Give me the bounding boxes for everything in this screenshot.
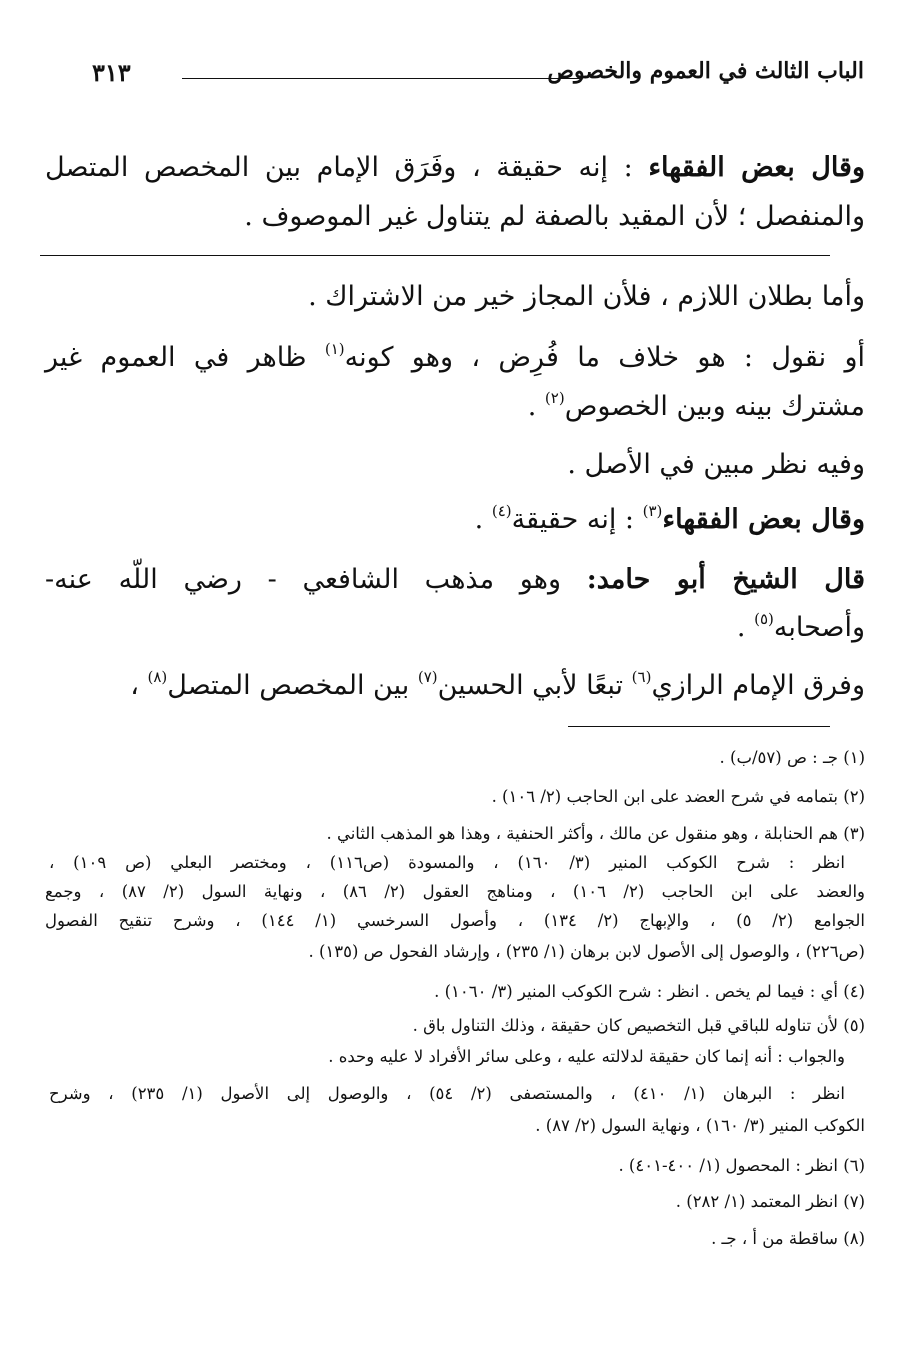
paragraph-text: ، bbox=[130, 670, 148, 701]
paragraph-text: وأصحابه bbox=[773, 612, 865, 643]
footnote-3: (٣) هم الحنابلة ، وهو منقول عن مالك ، وأكثر الحنفية ، وهذا هو المذهب الثاني . bbox=[326, 824, 865, 843]
footnote-ref-7[interactable]: (٧) bbox=[417, 668, 438, 686]
paragraph-text: بين المخصص المتصل bbox=[167, 670, 418, 701]
page-number: ٣١٣ bbox=[92, 58, 131, 87]
paragraph-5-line-1 bbox=[45, 560, 865, 600]
chapter-title: الباب الثالث في العموم والخصوص bbox=[547, 58, 864, 84]
footnote-8: (٨) ساقطة من أ ، جـ . bbox=[711, 1229, 865, 1248]
paragraph-text: أو نقول : هو خلاف ما فُرِض ، وهو كونه bbox=[344, 342, 865, 373]
footnote-5: (٥) لأن تناوله للباقي قبل التخصيص كان حقيقة ، وذلك التناول باق . bbox=[412, 1016, 865, 1035]
passage-bold-phrase: وقال بعض الفقهاء bbox=[648, 152, 865, 183]
passage-divider bbox=[40, 255, 830, 256]
footnote-separator bbox=[568, 726, 830, 727]
footnote-ref-8[interactable]: (٨) bbox=[147, 668, 168, 686]
footnote-3-line-2: انظر : شرح الكوكب المنير (٣/ ١٦٠) ، والمسودة (ص١١٦) ، ومختصر البعلي (ص ١٠٩) ، bbox=[49, 853, 845, 872]
footnote-ref-3[interactable]: (٣) bbox=[642, 502, 663, 520]
footnote-ref-4[interactable]: (٤) bbox=[491, 502, 512, 520]
footnote-ref-6[interactable]: (٦) bbox=[631, 668, 652, 686]
footnote-3-line-5: (ص٢٢٦) ، والوصول إلى الأصول لابن برهان (١/ ٢٣٥) ، وإرشاد الفحول ص (١٣٥) . bbox=[308, 942, 865, 961]
paragraph-text: وهو مذهب الشافعي - رضي اللّه عنه- bbox=[45, 564, 587, 595]
paragraph-text: . bbox=[527, 391, 545, 422]
passage-text: والمنفصل ؛ لأن المقيد بالصفة لم يتناول غير الموصوف . bbox=[244, 201, 865, 232]
running-header bbox=[92, 58, 864, 98]
footnote-ref-5[interactable]: (٥) bbox=[754, 610, 774, 628]
footnote-5-line-4: الكوكب المنير (٣/ ١٦٠) ، ونهاية السول (٢/ ٨٧) . bbox=[535, 1116, 865, 1135]
footnote-ref-2[interactable]: (٢) bbox=[544, 389, 565, 407]
paragraph-3 bbox=[45, 445, 865, 485]
paragraph-4 bbox=[45, 500, 865, 540]
paragraph-2-line-1 bbox=[45, 338, 865, 378]
paragraph-bold-phrase: وقال بعض الفقهاء bbox=[662, 504, 865, 535]
footnote-6: (٦) انظر : المحصول (١/ ٤٠٠-٤٠١) . bbox=[618, 1156, 865, 1175]
footnote-4: (٤) أي : فيما لم يخص . انظر : شرح الكوكب المنير (٣/ ١٠٦٠) . bbox=[434, 982, 865, 1001]
passage-text: : إنه حقيقة ، وفَرَق الإمام بين المخصص المتصل bbox=[45, 152, 649, 183]
footnote-2: (٢) بتمامه في شرح العضد على ابن الحاجب (٢/ ١٠٦) . bbox=[491, 787, 865, 806]
paragraph-text: وأما بطلان اللازم ، فلأن المجاز خير من الاشتراك . bbox=[308, 281, 865, 312]
footnote-3-line-4: الجوامع (٢/ ٥) ، والإبهاج (٢/ ١٣٤) ، وأصول السرخسي (١/ ١٤٤) ، وشرح تنقيح الفصول bbox=[45, 911, 865, 930]
footnote-ref-1[interactable]: (١) bbox=[324, 340, 345, 358]
footnote-3-line-3: والعضد على ابن الحاجب (٢/ ١٠٦) ، ومناهج العقول (٢/ ٨٦) ، ونهاية السول (٢/ ٨٧) ، وجمع bbox=[45, 882, 865, 901]
paragraph-1 bbox=[45, 277, 865, 317]
paragraph-text: وفرق الإمام الرازي bbox=[651, 670, 865, 701]
paragraph-text: . bbox=[736, 612, 755, 643]
footnote-1: (١) جـ : ص (٥٧/ب) . bbox=[719, 748, 865, 767]
paragraph-text: : إنه حقيقة bbox=[511, 504, 643, 535]
header-rule bbox=[182, 78, 580, 79]
passage-line-1 bbox=[45, 148, 865, 188]
footnote-7: (٧) انظر المعتمد (١/ ٢٨٢) . bbox=[675, 1192, 865, 1211]
paragraph-text: مشترك بينه وبين الخصوص bbox=[564, 391, 865, 422]
footnote-5-line-2: والجواب : أنه إنما كان حقيقة لدلالته عليه ، وعلى سائر الأفراد لا عليه وحده . bbox=[328, 1047, 845, 1066]
paragraph-2-line-2 bbox=[45, 387, 865, 427]
paragraph-5-line-2 bbox=[45, 608, 865, 648]
paragraph-text: تبعًا لأبي الحسين bbox=[437, 670, 632, 701]
paragraph-bold-phrase: قال الشيخ أبو حامد: bbox=[586, 564, 865, 595]
paragraph-text: وفيه نظر مبين في الأصل . bbox=[567, 449, 865, 480]
footnote-5-line-3: انظر : البرهان (١/ ٤١٠) ، والمستصفى (٢/ ٥٤) ، والوصول إلى الأصول (١/ ٢٣٥) ، وشرح bbox=[49, 1084, 845, 1103]
paragraph-text: . bbox=[474, 504, 492, 535]
paragraph-6 bbox=[45, 666, 865, 706]
paragraph-text: ظاهر في العموم غير bbox=[45, 342, 325, 373]
passage-line-2 bbox=[45, 197, 865, 237]
